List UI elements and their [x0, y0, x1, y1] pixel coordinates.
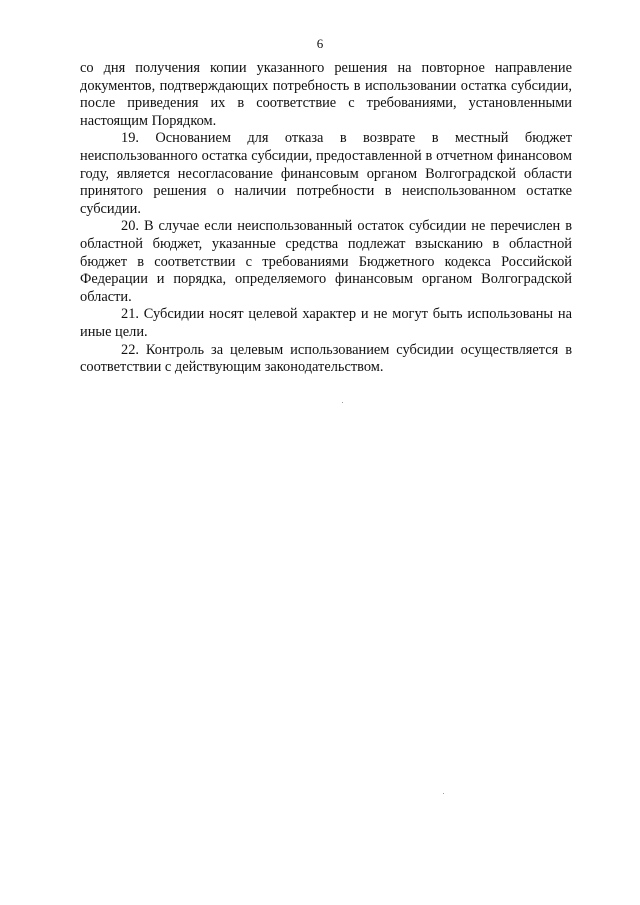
paragraph-item-20: 20. В случае если неиспользованный остаток субсидии не перечислен в областной бюджет, указанные средства подлежат взысканию в областной бюджет в соответствии с требованиями Бюджетного кодекса Российской Федерации и порядка, определяемого финансовым органом Волгоградской области.	[80, 218, 572, 305]
paragraph-continuation: со дня получения копии указанного решения на повторное направление документов, подтверждающих потребность в использовании остатка субсидии, после приведения их в соответствие с требованиями, установленными настоящим Порядком.	[80, 60, 572, 129]
scan-speck-bottom	[443, 793, 444, 794]
document-body	[80, 60, 572, 377]
paragraph-item-22: 22. Контроль за целевым использованием субсидии осуществляется в соответствии с действующим законодательством.	[80, 341, 572, 376]
paragraph-item-19: 19. Основанием для отказа в возврате в местный бюджет неиспользованного остатка субсидии, предоставленной в отчетном финансовом году, является несогласование финансовым органом Волгоградской области принятого решения о наличии потребности в неиспользованном остатке субсидии.	[80, 130, 572, 217]
paragraph-item-21: 21. Субсидии носят целевой характер и не могут быть использованы на иные цели.	[80, 306, 572, 340]
page-number: 6	[316, 36, 324, 51]
scan-speck-mid	[342, 402, 343, 403]
